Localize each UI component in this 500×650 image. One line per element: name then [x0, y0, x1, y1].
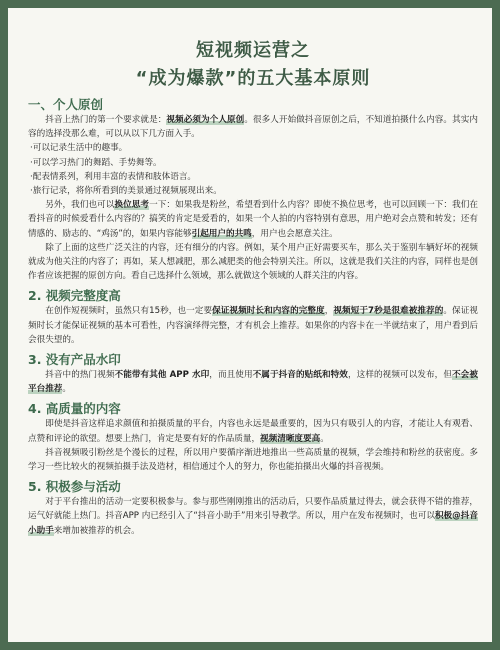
text-run: 抖音上热门的第一个要求就是：	[45, 115, 167, 125]
paragraph	[28, 495, 478, 538]
section-heading-1: 一、个人原创	[28, 97, 104, 112]
section-heading-5: 5. 积极参与活动	[28, 479, 121, 495]
paragraph	[28, 368, 478, 396]
text-run: ，而且使用	[209, 370, 253, 381]
highlighted-text: 视频短于7秒是很难被推荐的	[333, 306, 444, 317]
bullet-item: ·配表情系列，利用丰富的表情和肢体语言。	[30, 171, 197, 182]
text-run: 来增加被推荐的机会。	[53, 525, 140, 536]
highlighted-text: 视频必须为个人原创	[166, 115, 245, 125]
bullet-item: ·可以学习热门的舞蹈、手势舞等。	[30, 157, 162, 168]
highlighted-text: 视频清晰度要高	[260, 433, 321, 444]
bold-text: 不能带有其他 APP 水印	[114, 370, 210, 381]
text-run: ，	[324, 306, 334, 317]
text-run: 。	[320, 433, 329, 444]
text-run: 除了上面的这些广泛关注的内容，还有细分的内容。例如，某个用户正好需要买车，那么关于鉴别车辆好坏的视频就成为他关注的内容了；再如，某人想减肥，那么减肥类的他会特别关注。所以，这就是我们关注的内容，同样也是创作者应该把握的原创方向。看自己选择什么领域，那么就做这个领域的人群关注的内容。	[28, 242, 478, 282]
highlighted-text: 引起用户的共鸣	[191, 228, 252, 239]
paragraph	[28, 113, 478, 141]
text-run: 另外，我们也可以	[45, 200, 115, 211]
text-run: 。很多人开始做抖音原创之后，不知道拍摄什么内容。其实内容的选择没那么难，可以从以下几方面入手。	[28, 115, 478, 140]
paragraph	[28, 304, 478, 347]
paragraph	[28, 241, 478, 284]
section-heading-2: 2. 视频完整度高	[28, 288, 121, 304]
text-run: 抖音中的热门视频	[45, 370, 115, 381]
section-heading-3: 3. 没有产品水印	[28, 352, 121, 368]
title-line-2: “成为爆款”的五大基本原则	[135, 68, 371, 89]
text-run: 。	[62, 384, 71, 395]
paragraph	[28, 198, 478, 241]
text-run: 对于平台推出的活动一定要积极参与。参与那些刚刚推出的活动后，只要作品质量过得去，就会获得不错的推荐，运气好就能上热门。抖音APP 内已经引入了“抖音小助手”用来引导教学。所以，用户在发布视频时，也可以	[28, 497, 478, 522]
text-run: 一下：如果我是粉丝，希望看到什么内容？即使不换位思考，也可以回顾一下：我们在看抖音的时候爱看什么内容的？搞笑的肯定是爱看的，如果一个人拍的内容特别有意思，用户绝对会点赞和转发；还有情感的、励志的、“鸡汤”的，如果内容能够	[28, 200, 478, 239]
text-run: 抖音视频吸引粉丝是个漫长的过程，所以用户要循序渐进地推出一些高质量的视频，学会维持和粉丝的获密度。多学习一些比较火的视频拍摄手法及造材，相信通过个人的努力，你也能拍摄出火爆的抖音视频。	[28, 447, 478, 473]
bullet-item: ·可以记录生活中的趣事。	[30, 143, 128, 154]
highlighted-text: 积极@抖音小助手	[28, 511, 478, 536]
paragraph	[28, 417, 478, 445]
section-heading-4: 4. 高质量的内容	[28, 401, 121, 417]
document-page	[8, 8, 492, 642]
text-run: 在创作短视频时，虽然只有15秒，也一定要	[45, 306, 213, 317]
title-line-1: 短视频运营之	[196, 40, 310, 61]
text-run: ，这样的视频可以发布，但	[347, 370, 453, 381]
highlighted-text: 保证视频时长和内容的完整度	[212, 306, 325, 317]
highlighted-text: 换位思考	[114, 200, 150, 211]
highlighted-text: 不会被平台推荐	[28, 370, 478, 395]
text-run: ，用户也会愿意关注。	[251, 228, 338, 239]
paragraph	[28, 446, 478, 474]
text-run: 即使是抖音这样追求颜值和拍摄质量的平台，内容也永远是最重要的，因为只有吸引人的内容，才能让人有观看、点赞和评论的欲望。想要上热门，肯定是要有好的作品质量，	[28, 419, 478, 444]
text-run: 。保证视频时长才能保证视频的基本可看性，内容演绎得完整，才有机会上推荐。如果你的内容卡在一半就结束了，用户看到后会很失望的。	[28, 306, 478, 345]
bullet-item: ·旅行记录，将你所看到的美景通过视频展现出来。	[30, 186, 222, 197]
bold-text: 不属于抖音的贴纸和特效	[252, 370, 348, 381]
